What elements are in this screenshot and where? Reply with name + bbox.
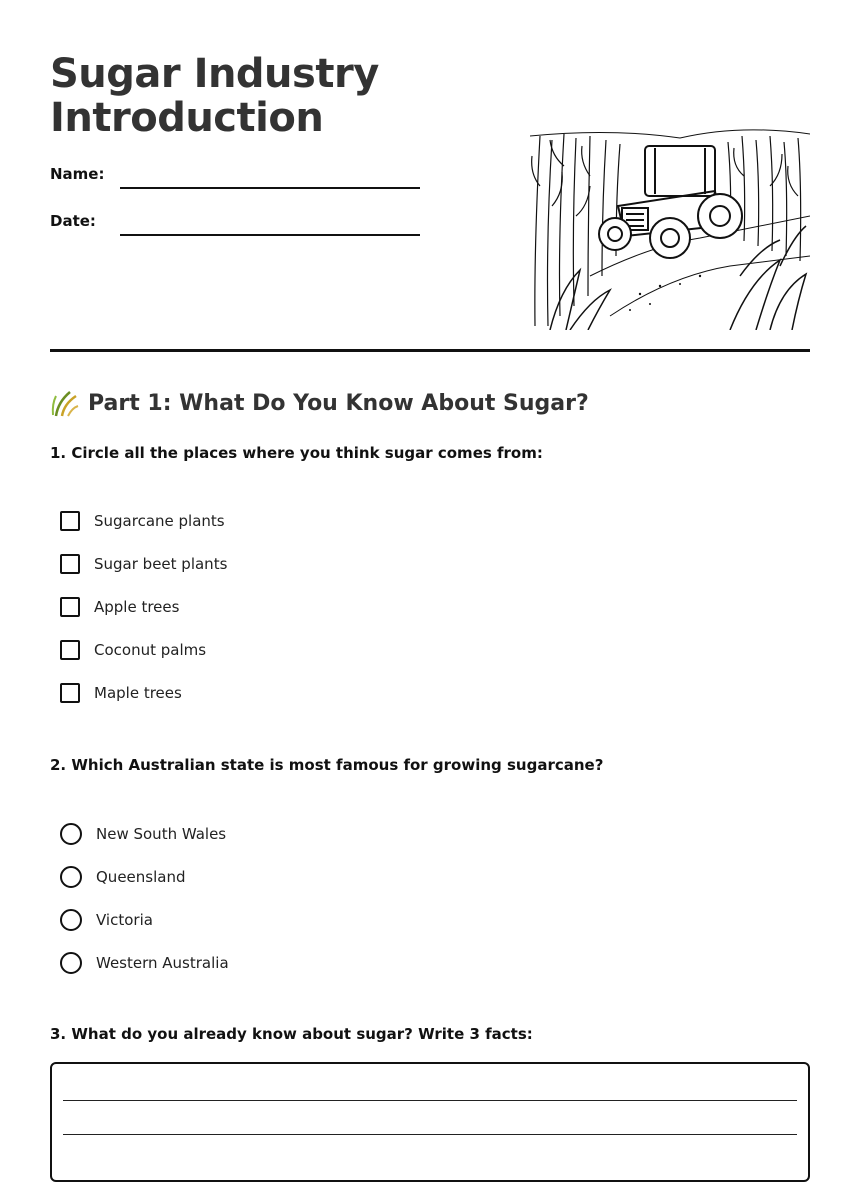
option-label: Western Australia bbox=[96, 954, 229, 972]
option-new-south-wales[interactable] bbox=[60, 823, 226, 845]
section-heading-text: Part 1: What Do You Know About Sugar? bbox=[88, 390, 589, 416]
radio-button[interactable] bbox=[60, 823, 82, 845]
option-coconut-palms[interactable] bbox=[60, 640, 206, 660]
option-apple-trees[interactable] bbox=[60, 597, 179, 617]
option-sugarcane-plants[interactable] bbox=[60, 511, 225, 531]
option-label: Coconut palms bbox=[94, 641, 207, 659]
facts-answer-box[interactable] bbox=[50, 1062, 810, 1182]
sugarcane-icon bbox=[50, 388, 80, 418]
checkbox[interactable] bbox=[60, 683, 80, 703]
option-western-australia[interactable] bbox=[60, 952, 229, 974]
option-label: Queensland bbox=[96, 868, 186, 886]
option-label: New South Wales bbox=[96, 825, 227, 843]
question-1: 1. Circle all the places where you think sugar comes from: bbox=[50, 444, 543, 462]
answer-line bbox=[63, 1134, 797, 1135]
checkbox[interactable] bbox=[60, 597, 80, 617]
name-label: Name: bbox=[50, 165, 105, 183]
option-victoria[interactable] bbox=[60, 909, 153, 931]
checkbox[interactable] bbox=[60, 511, 80, 531]
section-heading-part1 bbox=[50, 388, 589, 418]
option-maple-trees[interactable] bbox=[60, 683, 182, 703]
title-line-1: Sugar Industry bbox=[50, 51, 379, 97]
question-2: 2. Which Australian state is most famous for growing sugarcane? bbox=[50, 756, 604, 774]
date-field[interactable] bbox=[120, 234, 420, 236]
option-label: Maple trees bbox=[94, 684, 182, 702]
checkbox[interactable] bbox=[60, 640, 80, 660]
radio-button[interactable] bbox=[60, 952, 82, 974]
radio-button[interactable] bbox=[60, 866, 82, 888]
option-label: Apple trees bbox=[94, 598, 180, 616]
option-queensland[interactable] bbox=[60, 866, 185, 888]
option-label: Victoria bbox=[96, 911, 153, 929]
title-line-2: Introduction bbox=[50, 95, 324, 141]
checkbox[interactable] bbox=[60, 554, 80, 574]
name-field[interactable] bbox=[120, 187, 420, 189]
header-divider bbox=[50, 349, 810, 352]
date-label: Date: bbox=[50, 212, 96, 230]
radio-button[interactable] bbox=[60, 909, 82, 931]
option-sugar-beet-plants[interactable] bbox=[60, 554, 227, 574]
question-3: 3. What do you already know about sugar? Write 3 facts: bbox=[50, 1025, 533, 1043]
tractor-in-sugarcane-field-illustration bbox=[530, 126, 810, 330]
option-label: Sugarcane plants bbox=[94, 512, 225, 530]
page-title bbox=[50, 52, 379, 140]
answer-line bbox=[63, 1100, 797, 1101]
option-label: Sugar beet plants bbox=[94, 555, 228, 573]
